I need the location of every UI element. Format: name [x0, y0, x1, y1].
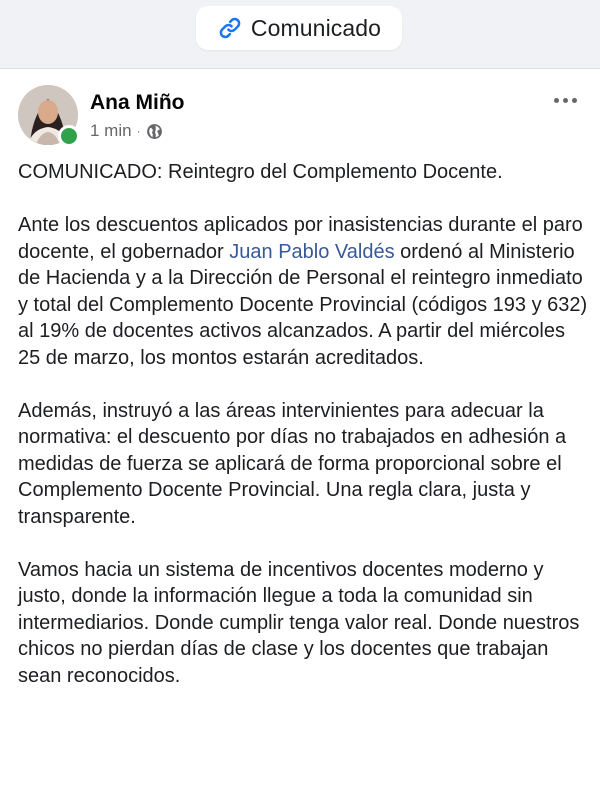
author-avatar-wrap[interactable]: [18, 85, 78, 145]
comunicado-link-chip[interactable]: [196, 6, 402, 50]
dot-icon: [554, 98, 559, 103]
dot-icon: [572, 98, 577, 103]
mention-link[interactable]: Juan Pablo Valdés: [229, 240, 395, 263]
post-meta: [90, 121, 163, 141]
post-body: [18, 159, 588, 716]
meta-separator: ·: [136, 124, 141, 138]
comunicado-label: Comunicado: [250, 14, 382, 41]
post-paragraph-3: Vamos hacia un sistema de incentivos docentes moderno y justo, donde la información llegue a toda la comunidad sin intermediarios. Donde cumplir tenga valor real. Donde nuestros chicos no pierdan días de clase y los docentes que trabajan sean reconocidos.: [18, 558, 580, 687]
dot-icon: [563, 98, 568, 103]
globe-icon: [146, 123, 163, 140]
paragraph-1-after: ordenó al Ministerio de Hacienda y a la Dirección de Personal el reintegro inmediato y total del Complemento Docente Provincial (códigos 193 y 632) al 19% de docentes activos alcanzados. A partir del miércoles 25 de marzo, los montos estarán acreditados.: [18, 240, 588, 369]
more-options-button[interactable]: [550, 87, 580, 113]
author-name[interactable]: Ana Miño: [90, 91, 185, 114]
post-header: [18, 85, 600, 149]
post-paragraph-1: [18, 212, 588, 371]
post-timestamp[interactable]: 1 min: [90, 121, 132, 140]
post-title: COMUNICADO: Reintegro del Complemento Docente.: [18, 161, 503, 183]
link-icon: [217, 15, 243, 41]
post-paragraph-2: Además, instruyó a las áreas intervinientes para adecuar la normativa: el descuento por días no trabajados en adhesión a medidas de fuerza se aplicará de forma proporcional sobre el Complemento Docente Provincial. Una regla clara, justa y transparente.: [18, 399, 567, 528]
paragraph-1-before: Ante los descuentos aplicados por inasistencias durante el paro docente, el gobernador: [18, 214, 583, 263]
online-status-indicator: [58, 125, 80, 147]
top-bar: [0, 0, 600, 62]
post-card: [0, 68, 600, 787]
